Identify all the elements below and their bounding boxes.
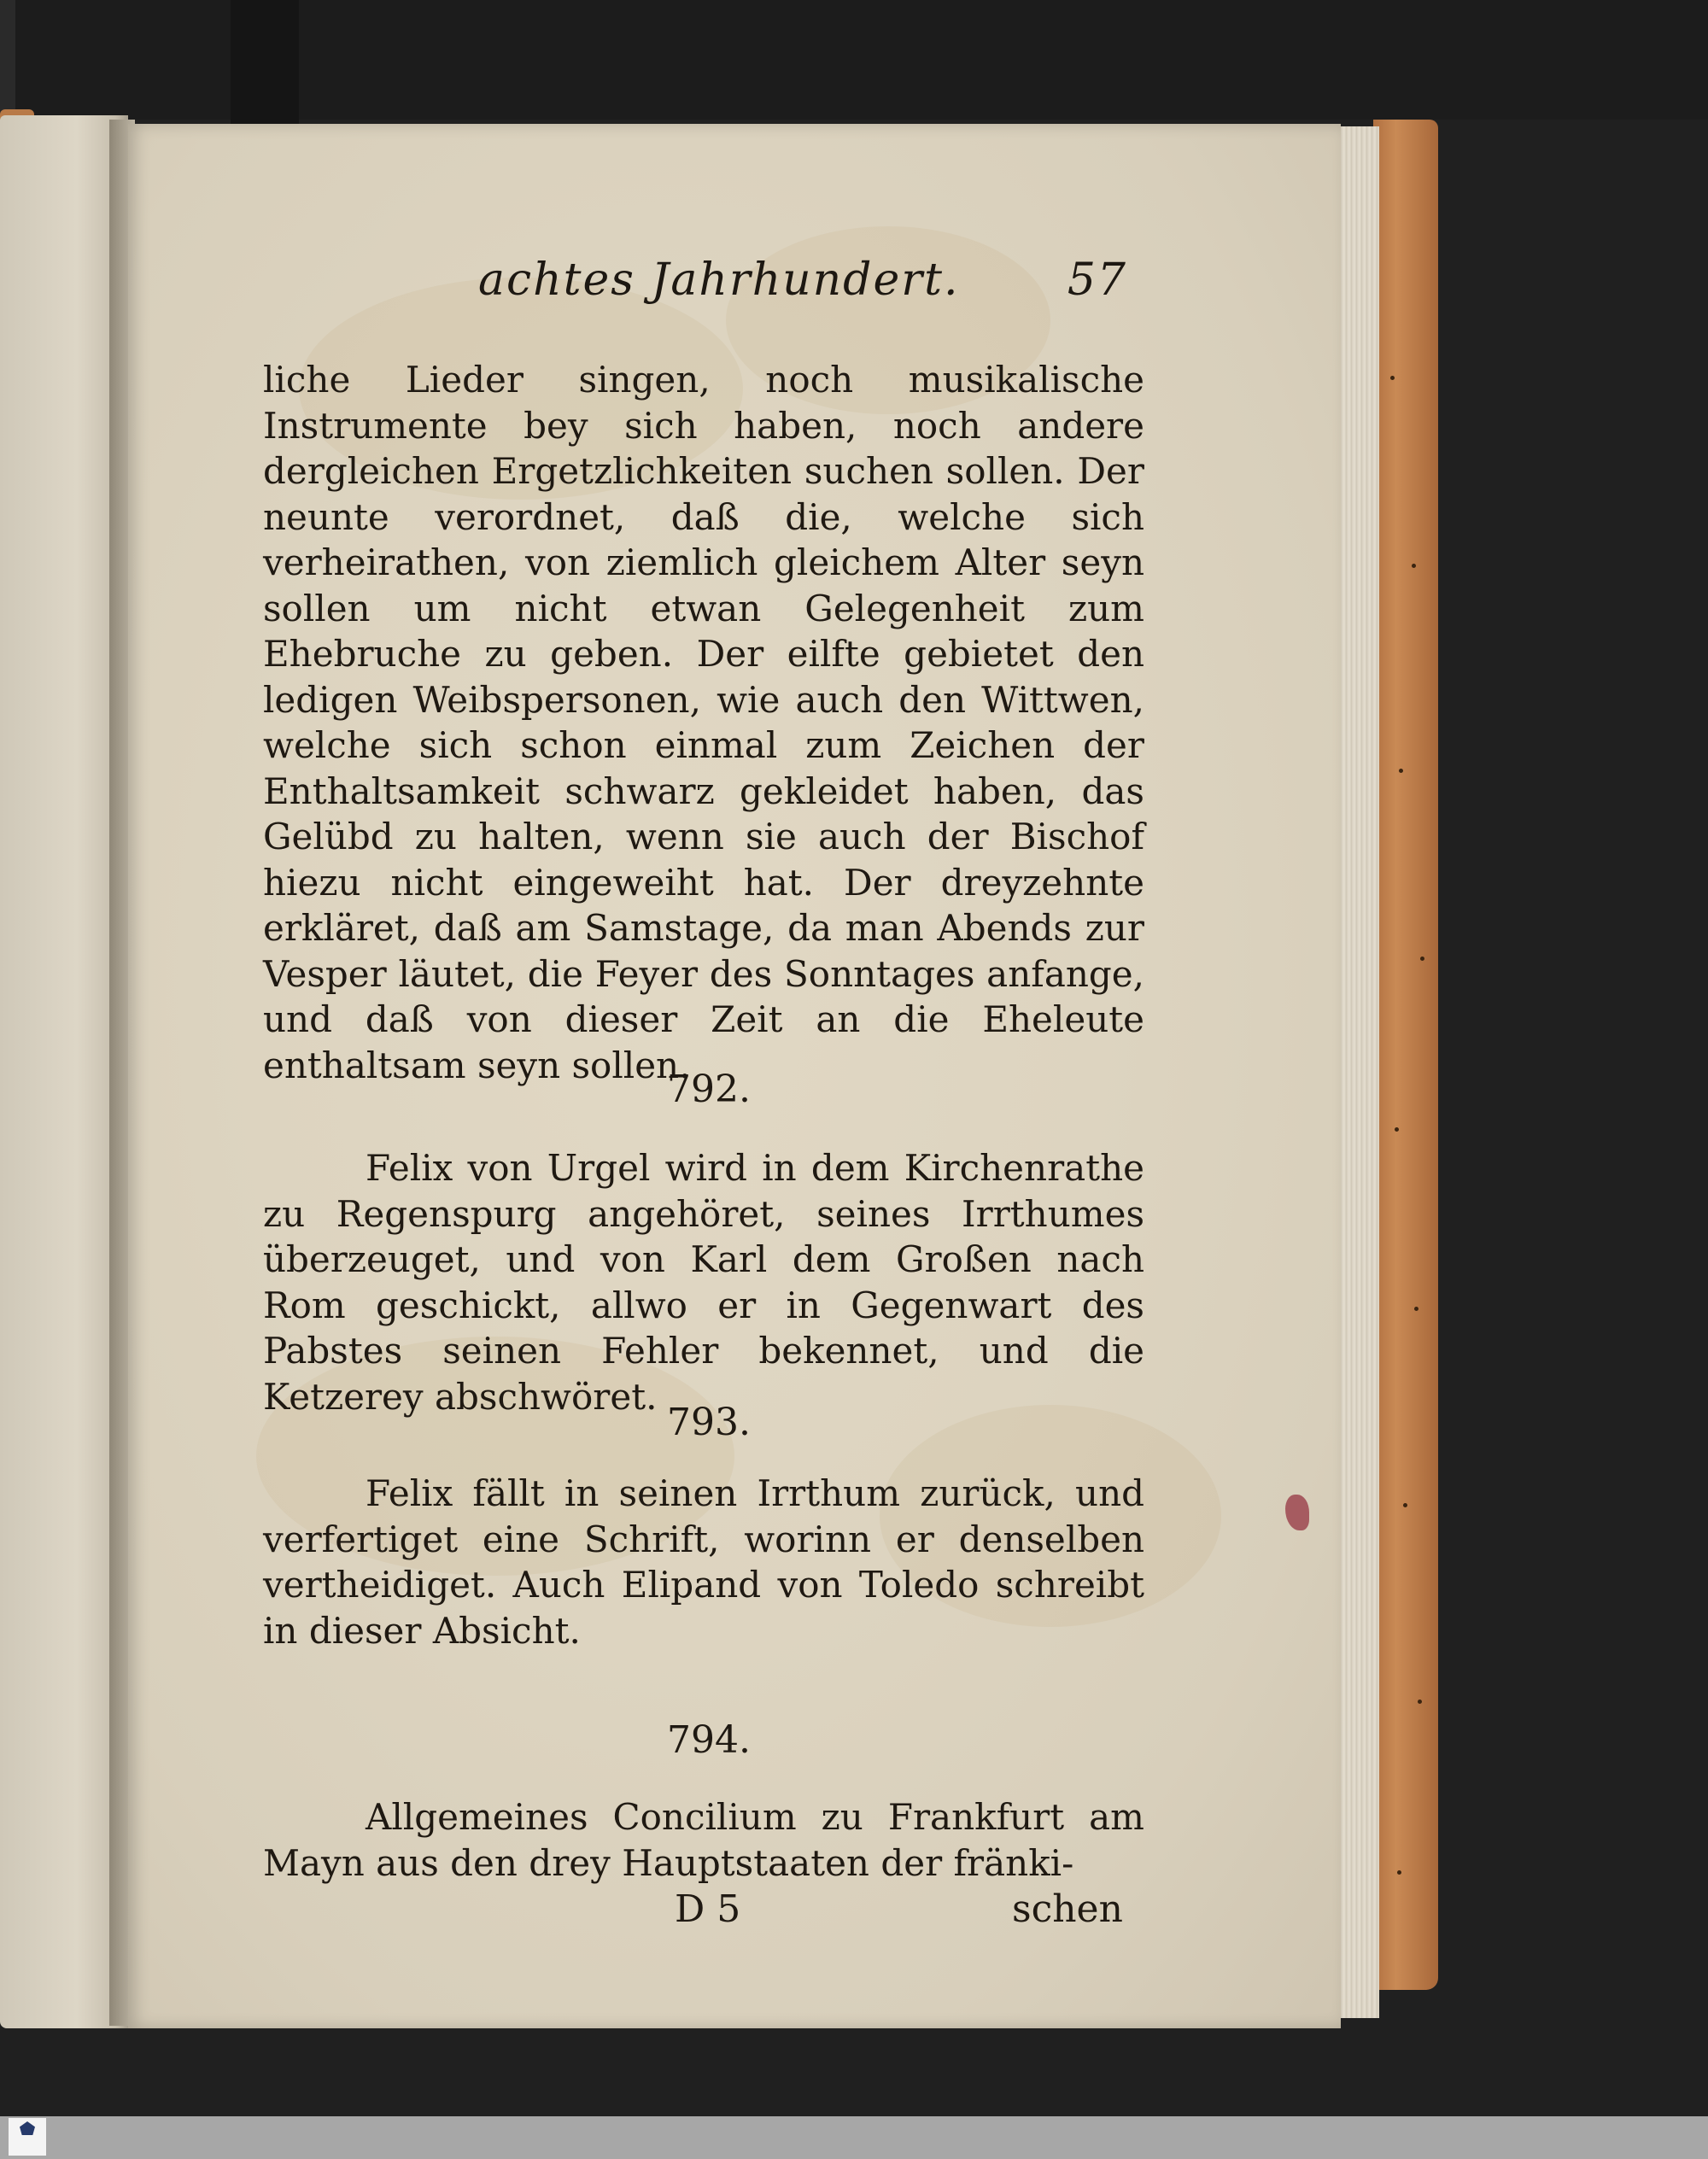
library-logo	[9, 2118, 46, 2156]
paragraph-continuation: liche Lieder singen, noch musikalische Instrumente bey sich haben, noch andere dergleichen Ergetzlichkeiten suchen sollen. Der neunte verordnet, daß die, welche sich verheirathen, von ziemlich gleichem Alter seyn sollen um nicht etwan Gelegenheit zum Ehebruche zu geben. Der eilfte gebietet den ledigen Weibspersonen, wie auch den Wittwen, welche sich schon einmal zum Zeichen der Enthaltsamkeit schwarz gekleidet haben, das Gelübd zu halten, wenn sie auch der Bischof hiezu nicht eingeweiht hat. Der dreyzehnte erkläret, daß am Samstage, da man Abends zur Vesper läutet, die Feyer des Sonntages anfange, und daß von dieser Zeit an die Eheleute enthaltsam seyn sollen.	[263, 359, 1144, 1086]
signature-mark: D 5	[675, 1887, 741, 1931]
section-number-793: 793.	[667, 1401, 751, 1444]
cover-speckle	[1403, 1503, 1407, 1507]
cover-speckle	[1395, 1127, 1399, 1132]
paragraph-794	[263, 1794, 1144, 1886]
cover-speckle	[1390, 376, 1395, 380]
cover-speckle	[1414, 1307, 1418, 1311]
page-fore-edge	[1337, 126, 1379, 2018]
cover-speckle	[1418, 1700, 1422, 1704]
cover-speckle	[1399, 769, 1403, 773]
cover-speckle	[1412, 564, 1416, 568]
background-post	[0, 0, 15, 120]
paragraph-792	[263, 1145, 1144, 1419]
cover-speckle	[1420, 957, 1424, 961]
paragraph-text: Felix von Urgel wird in dem Kirchenrathe zu Regenspurg angehöret, seines Irrthumes überzeuget, und von Karl dem Großen nach Rom geschickt, allwo er in Gegenwart des Pabstes seinen Fehler bekennet, und die Ketzerey abschwöret.	[263, 1147, 1144, 1418]
background-post	[231, 0, 299, 128]
catchword: schen	[1012, 1887, 1123, 1931]
section-number-794: 794.	[667, 1718, 751, 1762]
paragraph-text: Felix fällt in seinen Irrthum zurück, und verfertiget eine Schrift, worinn er denselben vertheidiget. Auch Elipand von Toledo schreibt in dieser Absicht.	[263, 1472, 1144, 1652]
library-logo-icon	[20, 2121, 35, 2135]
book-cover-edge	[1373, 120, 1438, 1990]
viewer-bottom-bar	[0, 2116, 1708, 2159]
paragraph-793	[263, 1471, 1144, 1653]
running-head	[478, 255, 1144, 314]
section-number-792: 792.	[667, 1068, 751, 1111]
running-title: achtes Jahrhundert.	[478, 255, 960, 306]
cover-speckle	[1397, 1870, 1401, 1875]
paragraph-text: Allgemeines Concilium zu Frankfurt am Mayn aus den drey Hauptstaaten der fränki-	[263, 1796, 1144, 1884]
page-number: 57	[1067, 255, 1127, 306]
